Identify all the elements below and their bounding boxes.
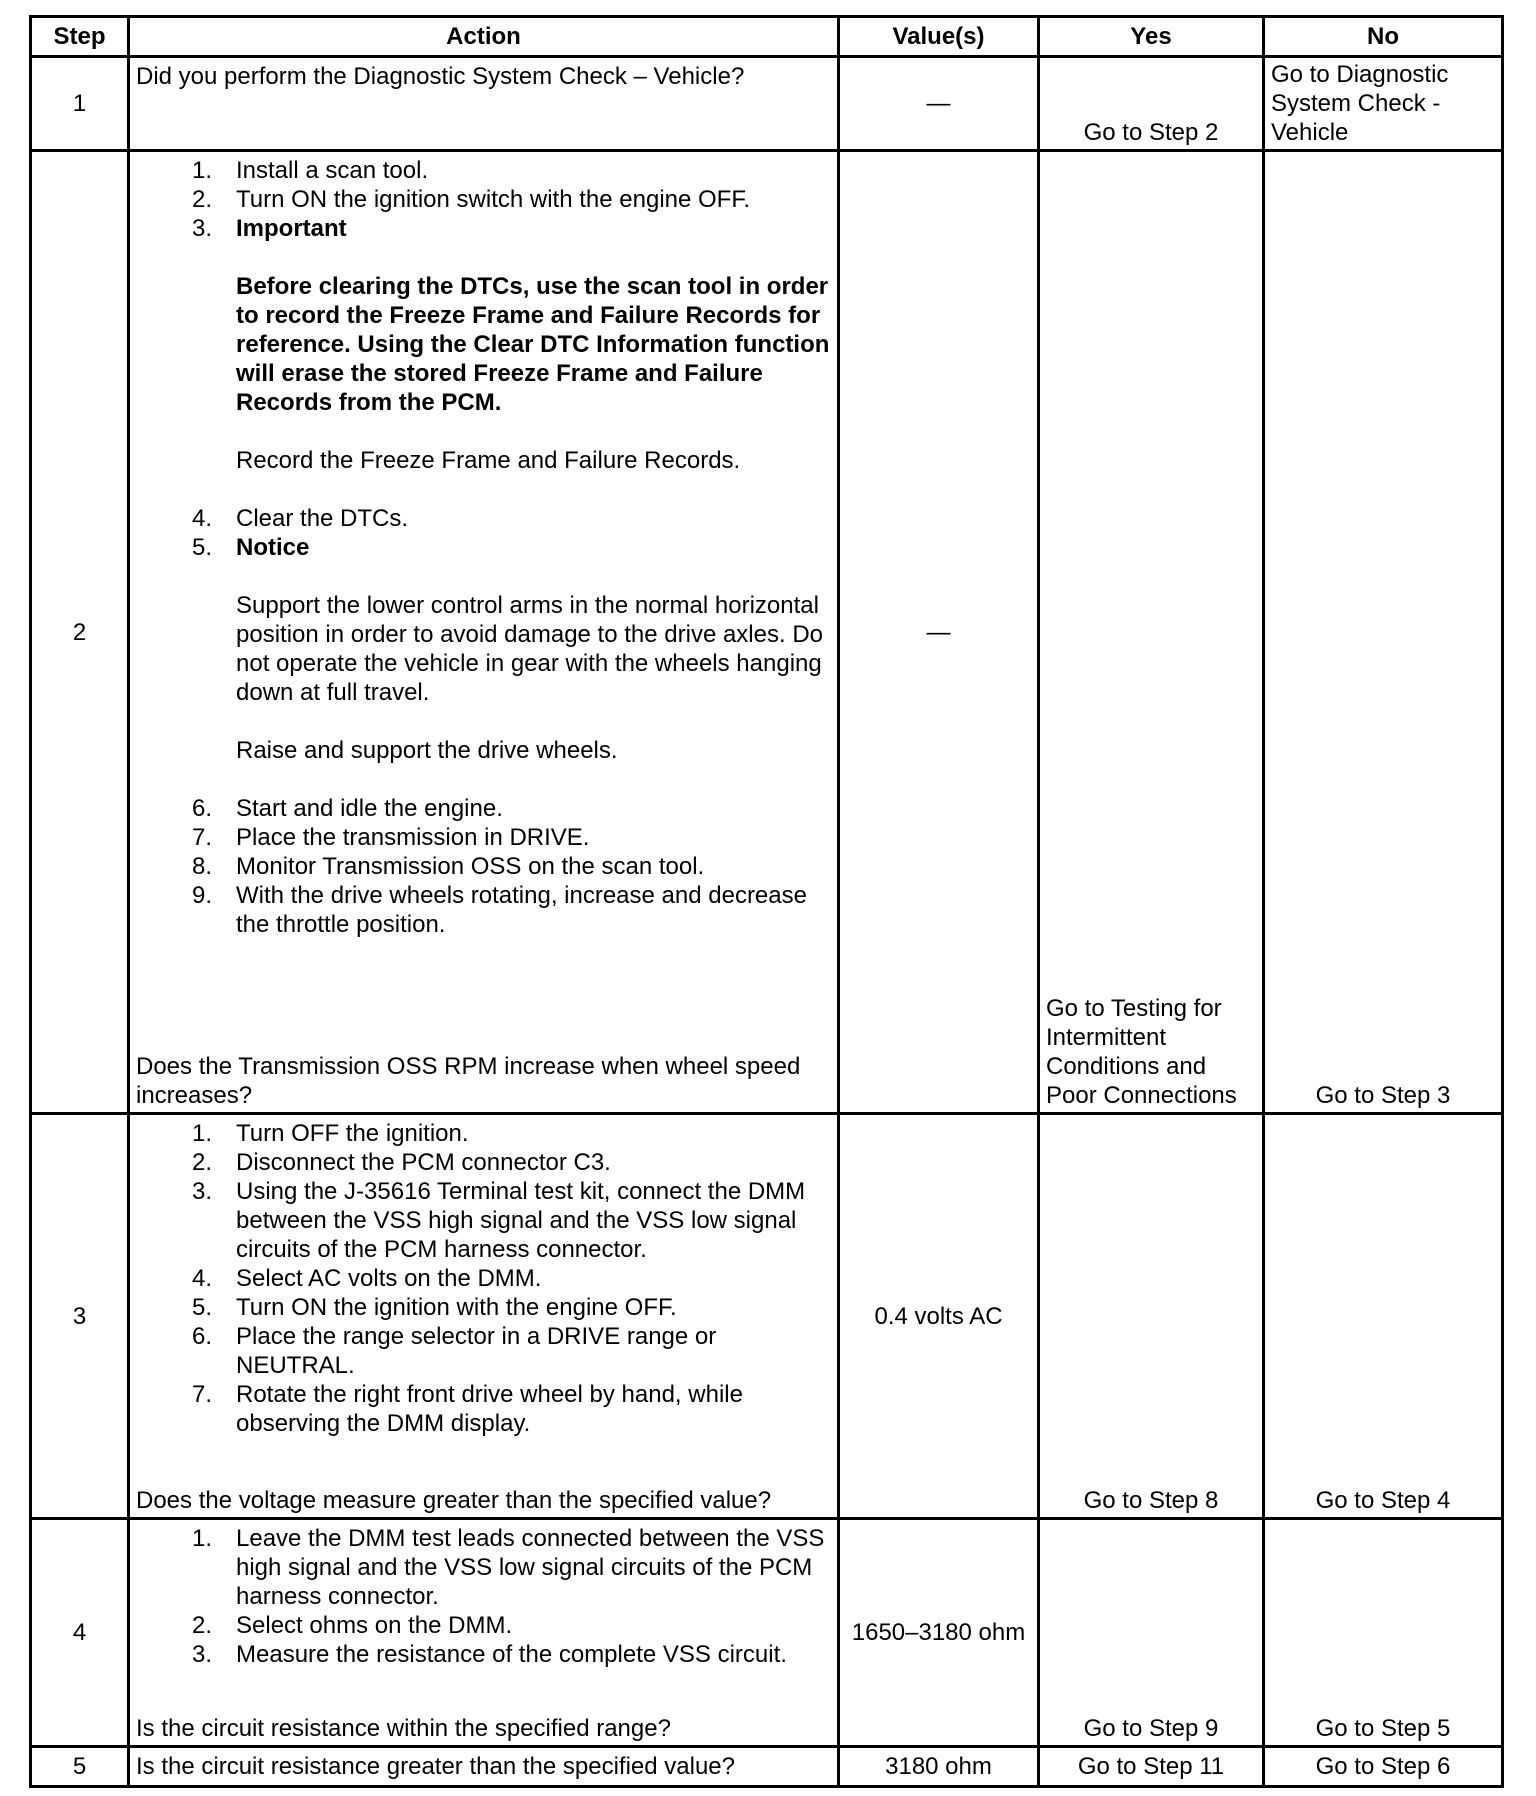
notice-text: Support the lower control arms in the normal horizontal position in order to avoid damage to the drive axles. Do not operate the vehicle in gear with the wheels hanging down at full travel.	[236, 592, 824, 706]
diagnostic-table	[29, 15, 1504, 1788]
list-item: 7. Place the transmission in DRIVE.	[191, 824, 590, 851]
list-item: 6. Place the range selector in a DRIVE range or NEUTRAL.	[191, 1323, 717, 1379]
list-item: 5. Turn ON the ignition with the engine OFF.	[191, 1294, 677, 1321]
list-item: 4. Select AC volts on the DMM.	[191, 1265, 542, 1292]
list-item: 7. Rotate the right front drive wheel by hand, while observing the DMM display.	[191, 1381, 743, 1437]
step-number: 1	[31, 57, 129, 151]
action-list	[136, 794, 831, 939]
header-no: No	[1264, 17, 1503, 57]
table-row-step-2	[31, 151, 1503, 1114]
step-number: 3	[31, 1114, 129, 1519]
action-cell	[129, 1519, 839, 1747]
yes-cell: Go to Step 11	[1039, 1747, 1264, 1787]
value-cell: —	[839, 151, 1039, 1114]
step-number: 2	[31, 151, 129, 1114]
header-step: Step	[31, 17, 129, 57]
yes-cell: Go to Step 9	[1039, 1519, 1264, 1747]
list-item: 3. Important	[191, 215, 347, 242]
header-yes: Yes	[1039, 17, 1264, 57]
table-row-step-4	[31, 1519, 1503, 1747]
list-item: 9. With the drive wheels rotating, increase and decrease the throttle position.	[191, 882, 807, 938]
list-item: 2. Turn ON the ignition switch with the engine OFF.	[191, 186, 751, 213]
list-item: 3. Using the J-35616 Terminal test kit, connect the DMM between the VSS high signal and the VSS low signal circuits of the PCM harness connector.	[191, 1178, 806, 1263]
action-question: Is the circuit resistance greater than the specified value?	[136, 1753, 735, 1780]
list-item: 1. Install a scan tool.	[191, 157, 429, 184]
no-cell: Go to Diagnostic System Check - Vehicle	[1264, 57, 1503, 151]
no-cell: Go to Step 6	[1264, 1747, 1503, 1787]
raise-text: Raise and support the drive wheels.	[236, 737, 618, 764]
action-question: Did you perform the Diagnostic System Check – Vehicle?	[136, 63, 745, 90]
header-action: Action	[129, 17, 839, 57]
table-row-step-3	[31, 1114, 1503, 1519]
value-cell: 3180 ohm	[839, 1747, 1039, 1787]
step-number: 5	[31, 1747, 129, 1787]
list-item: 4. Clear the DTCs.	[191, 505, 409, 532]
table-row-step-1	[31, 57, 1503, 151]
list-item: 2. Disconnect the PCM connector C3.	[191, 1149, 611, 1176]
list-item: 1. Leave the DMM test leads connected between the VSS high signal and the VSS low signal circuits of the PCM harness connector.	[191, 1525, 825, 1610]
list-item: 6. Start and idle the engine.	[191, 795, 503, 822]
header-values: Value(s)	[839, 17, 1039, 57]
no-cell: Go to Step 4	[1264, 1114, 1503, 1519]
action-cell	[129, 1747, 839, 1787]
action-cell	[129, 151, 839, 1114]
action-cell	[129, 57, 839, 151]
list-item: 2. Select ohms on the DMM.	[191, 1612, 513, 1639]
action-question: Does the voltage measure greater than the specified value?	[136, 1487, 772, 1514]
yes-cell: Go to Testing for Intermittent Conditions and Poor Connections	[1039, 151, 1264, 1114]
action-cell	[129, 1114, 839, 1519]
important-text: Before clearing the DTCs, use the scan tool in order to record the Freeze Frame and Failure Records for reference. Using the Clear DTC Information function will erase the stored Freeze Frame and Failure Records from the PCM.	[236, 273, 830, 416]
action-list	[136, 1524, 831, 1669]
action-question: Is the circuit resistance within the specified range?	[136, 1715, 671, 1742]
action-list	[136, 156, 831, 243]
value-cell: 1650–3180 ohm	[839, 1519, 1039, 1747]
action-list	[136, 504, 831, 562]
yes-cell: Go to Step 2	[1039, 57, 1264, 151]
table-row-step-5	[31, 1747, 1503, 1787]
yes-cell: Go to Step 8	[1039, 1114, 1264, 1519]
action-list	[136, 1119, 831, 1438]
value-cell: 0.4 volts AC	[839, 1114, 1039, 1519]
list-item: 8. Monitor Transmission OSS on the scan tool.	[191, 853, 705, 880]
record-text: Record the Freeze Frame and Failure Records.	[236, 447, 741, 474]
step-number: 4	[31, 1519, 129, 1747]
action-question: Does the Transmission OSS RPM increase when wheel speed increases?	[136, 1053, 801, 1109]
no-cell: Go to Step 5	[1264, 1519, 1503, 1747]
list-item: 5. Notice	[191, 534, 310, 561]
list-item: 3. Measure the resistance of the complete VSS circuit.	[191, 1641, 787, 1668]
no-cell: Go to Step 3	[1264, 151, 1503, 1114]
list-item: 1. Turn OFF the ignition.	[191, 1120, 469, 1147]
header-row	[31, 17, 1503, 57]
value-cell: —	[839, 57, 1039, 151]
